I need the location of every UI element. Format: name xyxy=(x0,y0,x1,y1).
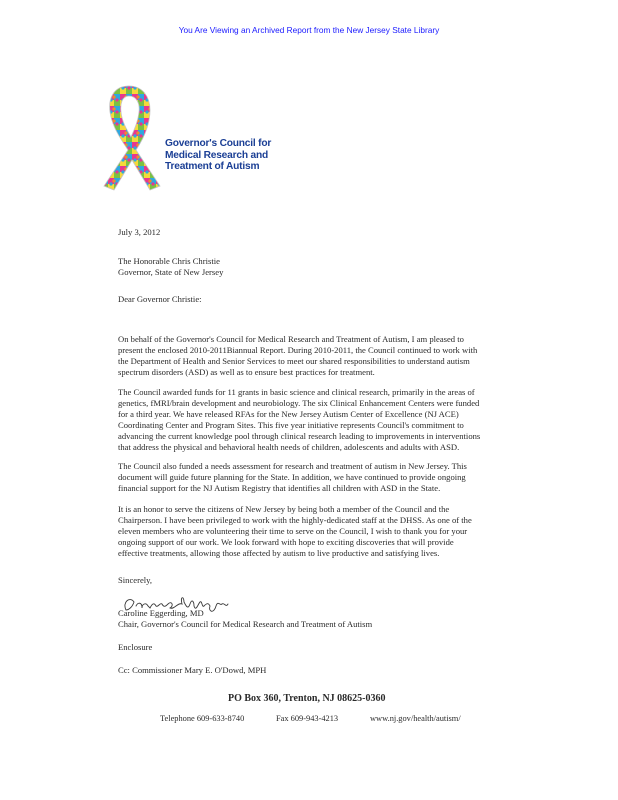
paragraph-4: It is an honor to serve the citizens of New Jersey by being both a member of the Council and the Chairperson. I have been privileged to work with the highly-dedicated staff at the DHSS. As one of the eleven members who are volunteering their time to serve on the Council, I wish to thank you for your ongoing support of our work. We look forward with hope to exciting discoveries that will provide effective treatments, allowing those affected by autism to live productive and satisfying lives. xyxy=(118,504,472,558)
footer-fax: Fax 609-943-4213 xyxy=(276,714,339,723)
salutation: Dear Governor Christie: xyxy=(118,294,202,304)
autism-puzzle-ribbon-icon xyxy=(84,82,174,194)
council-name: Governor's Council for Medical Research and Treatment of Autism xyxy=(165,138,272,172)
enclosure-note: Enclosure xyxy=(118,642,153,652)
paragraph-1: On behalf of the Governor's Council for Medical Research and Treatment of Autism, I am pleased to present the enclosed 2010-2011Biannual Report. During 2010-2011, the Council continued to work with the Department of Health and Senior Services to meet our shared responsibilities to understand autism spectrum disorders (ASD) as well as to ensure best practices for treatment. xyxy=(118,334,478,377)
signer-name: Caroline Eggerding, MD xyxy=(118,608,204,618)
paragraph-3: The Council also funded a needs assessment for research and treatment of autism in New Jersey. This document will guide future planning for the State. In addition, we have continued to provide ongoing financial support for the NJ Autism Registry that identifies all children with ASD in the State. xyxy=(118,461,467,493)
paragraph-2: The Council awarded funds for 11 grants in basic science and clinical research, primarily in the areas of genetics, fMRI/brain development and neurobiology. The six Clinical Enhancement Centers were funded for a third year. We have released RFAs for the New Jersey Autism Center of Excellence (NJ ACE) Coordinating Center and Program Sites. This five year initiative represents Council's commitment to advancing the current knowledge pool through clinical research leading to improvements in interventions that address the physical and behavioral health needs of children, adolescents and adults with ASD. xyxy=(118,387,481,452)
archive-banner: You Are Viewing an Archived Report from the New Jersey State Library xyxy=(178,25,440,35)
footer-website[interactable]: www.nj.gov/health/autism/ xyxy=(370,714,461,723)
footer-telephone: Telephone 609-633-8740 xyxy=(160,714,245,723)
cc-line: Cc: Commissioner Mary E. O'Dowd, MPH xyxy=(118,665,267,675)
recipient-block: The Honorable Chris Christie Governor, State of New Jersey xyxy=(118,256,224,277)
footer-address: PO Box 360, Trenton, NJ 08625-0360 xyxy=(228,693,386,704)
closing: Sincerely, xyxy=(118,575,153,585)
letter-date: July 3, 2012 xyxy=(118,227,161,237)
signer-title: Chair, Governor's Council for Medical Research and Treatment of Autism xyxy=(118,619,373,629)
